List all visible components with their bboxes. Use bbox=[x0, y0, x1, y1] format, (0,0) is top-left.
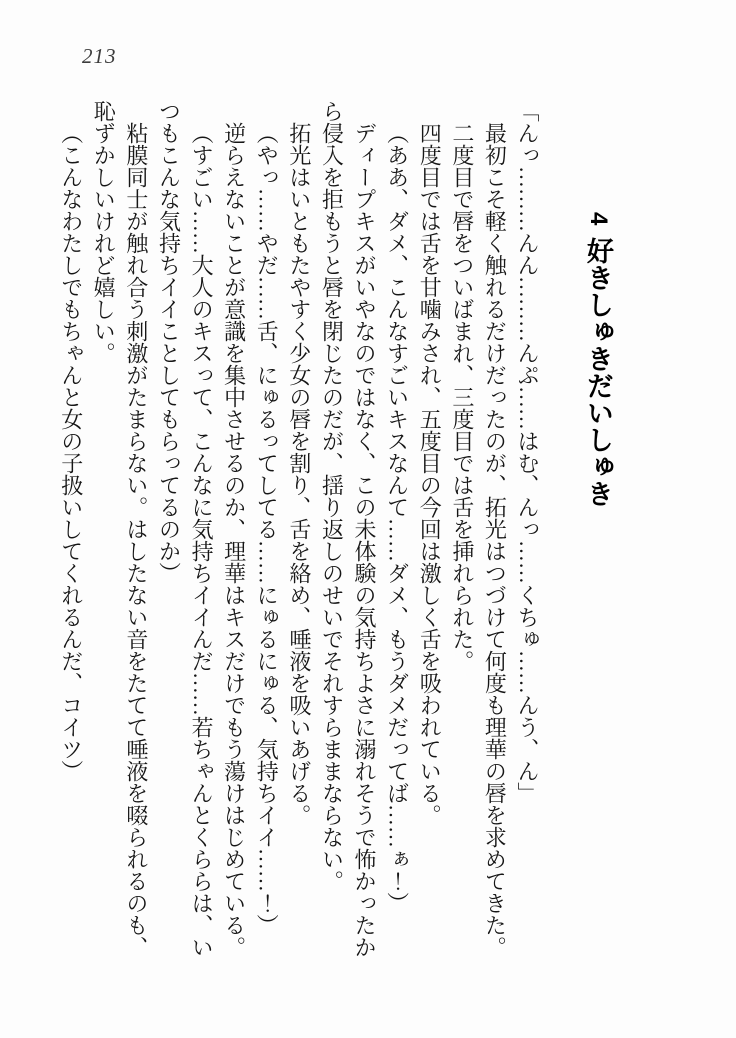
body-text bbox=[51, 100, 543, 962]
paragraph: 逆らえないことが意識を集中させるのか、理華はキスだけでもう蕩けはじめている。 bbox=[221, 122, 247, 958]
chapter-number: 4 bbox=[585, 212, 612, 226]
paragraph: 最初こそ軽く触れるだけだったのが、拓光はつづけて何度も理華の唇を求めてきた。 bbox=[482, 122, 508, 958]
chapter-heading bbox=[578, 212, 618, 507]
paragraph: ディープキスがいやなのではなく、この未体験の気持ちよさに溺れそうで怖かったから侵入を拒もうと唇を閉じたのだが、揺り返しのせいでそれすらままならない。 bbox=[319, 100, 378, 958]
paragraph: （こんなわたしでもちゃんと女の子扱いしてくれるんだ、コイツ） bbox=[58, 122, 84, 782]
paragraph: 粘膜同士が触れ合う刺激がたまらない。はしたない音をたてて唾液を啜られるのも、恥ずかしいけれど嬉しい。 bbox=[91, 100, 149, 958]
paragraph: 拓光はいともたやすく少女の唇を割り、舌を絡め、唾液を吸いあげる。 bbox=[286, 122, 312, 826]
paragraph: 四度目では舌を甘噛みされ、五度目の今回は激しく舌を吸われている。 bbox=[417, 122, 443, 826]
paragraph: （やっ……やだ……舌、にゅるってしてる……にゅるにゅる、気持ちイイ……！） bbox=[254, 122, 280, 936]
paragraph: （すごい……大人のキスって、こんなに気持ちイイんだ……若ちゃんとくららは、いつもこんな気持ちイイことしてもらってるのか） bbox=[156, 100, 215, 958]
paragraph: 「んっ………んん………んぷ……はむ、んっ……くちゅ……んう、ん」 bbox=[515, 100, 540, 804]
paragraph: （ああ、ダメ、こんなすごいキスなんて……ダメ、もうダメだってば……ぁ！） bbox=[384, 122, 410, 914]
chapter-title: 好きしゅきだいしゅき bbox=[583, 237, 613, 508]
paragraph: 二度目で唇をついばまれ、三度目では舌を挿れられた。 bbox=[449, 122, 475, 672]
page-number: 213 bbox=[82, 44, 117, 68]
